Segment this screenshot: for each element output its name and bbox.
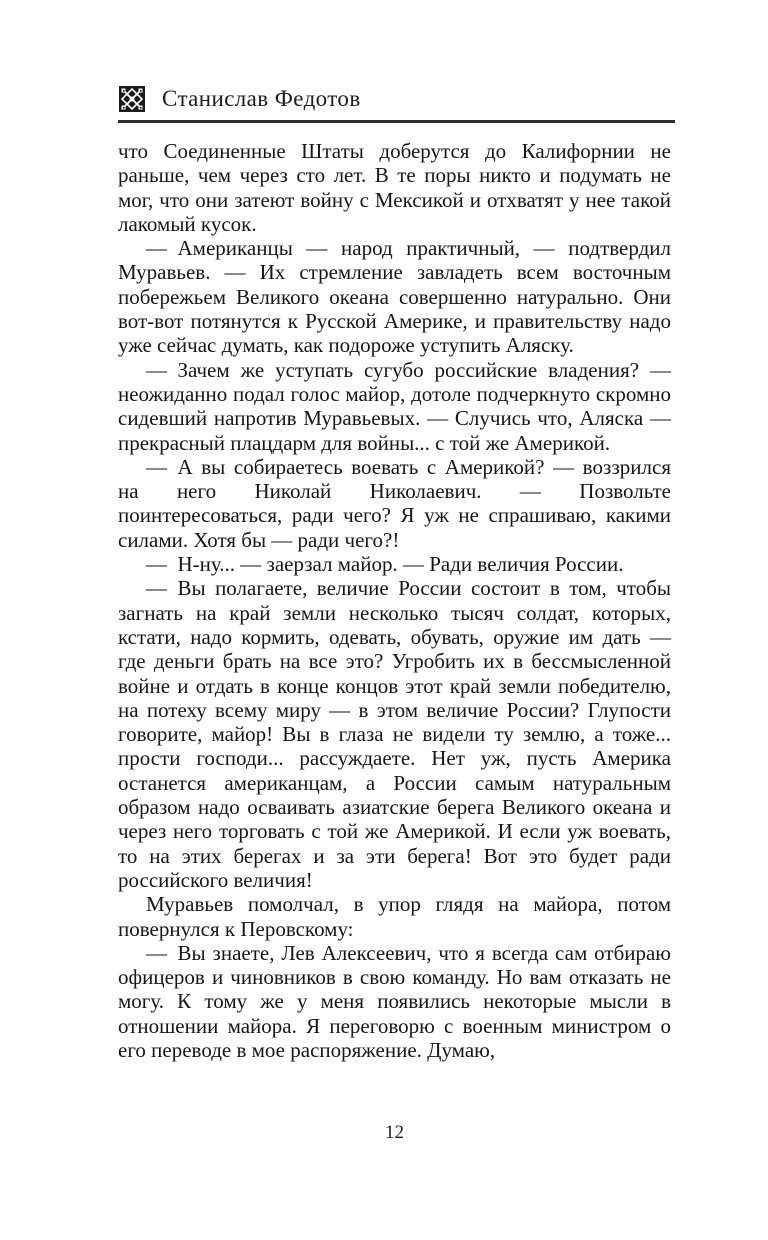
text-block xyxy=(118,139,671,1062)
running-header xyxy=(118,83,675,115)
page-number: 12 xyxy=(385,1122,404,1143)
paragraph: — Вы полагаете, величие России состоит в том, чтобы загнать на край земли несколько тысяч солдат, которых, кстати, надо кормить, одевать, обувать, оружие им дать — где деньги брать на все это? Угробить их в бессмысленной войне и отдать в конце концов этот край земли победителю, на потеху всему миру — в этом величие России? Глупости говорите, майор! Вы в глаза не видели ту землю, а тоже... прости господи... рассуждаете. Нет уж, пусть Америка останется американцам, а России самым натуральным образом надо осваивать азиатские берега Великого океана и через него торговать с той же Америкой. И если уж воевать, то на этих берегах и за эти берега! Вот это будет ради российского величия! xyxy=(118,576,671,892)
paragraph: — Н-ну... — заерзал майор. — Ради величия России. xyxy=(146,552,624,577)
paragraph: — Зачем же уступать сугубо российские владения? — неожиданно подал голос майор, дотоле подчеркнуто скромно сидевший напротив Муравьевых. — Случись что, Аляска — прекрасный плацдарм для войны... с той же Америкой. xyxy=(118,357,671,455)
paragraph: — А вы собираетесь воевать с Америкой? — воззрился на него Николай Николаевич. — Позвольте поинтересоваться, ради чего? Я уж не спрашиваю, какими силами. Хотя бы — ради чего?! xyxy=(118,454,671,552)
paragraph: — Американцы — народ практичный, — подтвердил Муравьев. — Их стремление завладеть всем восточным побережьем Великого океана совершенно натурально. Они вот-вот потянутся к Русской Америке, и правительству надо уже сейчас думать, как подороже уступить Аляску. xyxy=(118,236,671,358)
paragraph: что Соединенные Штаты доберутся до Калифорнии не раньше, чем через сто лет. В те поры никто и подумать не мог, что они затеют войну с Мексикой и отхватят у нее такой лакомый кусок. xyxy=(118,139,671,236)
knot-ornament-icon xyxy=(118,84,146,114)
author-name: Станислав Федотов xyxy=(162,86,361,111)
paragraph: — Вы знаете, Лев Алексеевич, что я всегда сам отбираю офицеров и чиновников в свою команду. Но вам отказать не могу. К тому же у меня появились некоторые мысли в отношении майора. Я переговорю с военным министром о его переводе в мое распоряжение. Думаю, xyxy=(118,940,671,1062)
paragraph: Муравьев помолчал, в упор глядя на майора, потом повернулся к Перовскому: xyxy=(118,892,671,941)
header-rule xyxy=(118,120,675,123)
